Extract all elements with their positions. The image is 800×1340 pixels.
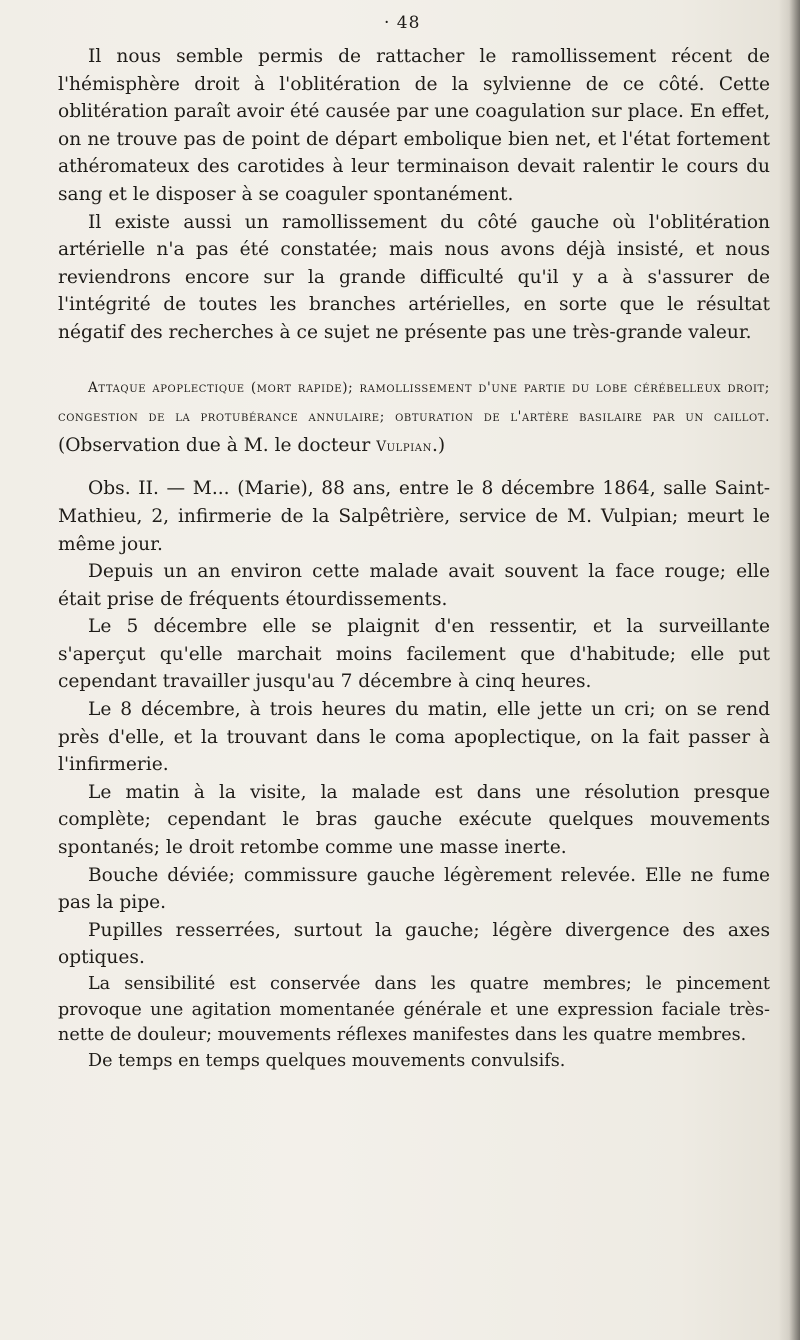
observation-paragraph: Obs. II. — M... (Marie), 88 ans, entre le 8 décembre 1864, salle Saint-Mathieu, 2, infirmerie de la Salpêtrière, service de M. Vulpian; meurt le même jour. <box>58 478 770 555</box>
observation-paragraph: Pupilles resserrées, surtout la gauche; légère divergence des axes optiques. <box>58 919 770 969</box>
observation-heading-close: .) <box>431 434 446 456</box>
observation-paragraph: De temps en temps quelques mouvements convulsifs. <box>88 1050 566 1071</box>
paragraph-1: Il nous semble permis de rattacher le ramollissement récent de l'hémisphère droit à l'oblitération de la sylvienne de ce côté. Cette oblitération paraît avoir été causée par une coagulation sur place. En effet, on ne trouve pas de point de départ embolique bien net, et l'état fortement athéromateux des carotides à leur terminaison devait ralentir le cours du sang et le disposer à se coaguler spontanément. <box>58 46 770 205</box>
observation-paragraph: Depuis un an environ cette malade avait souvent la face rouge; elle était prise de fréquents étourdissements. <box>58 561 770 610</box>
observation-heading-author: Vulpian <box>376 438 432 455</box>
paragraph-2: Il existe aussi un ramollissement du côté gauche où l'oblitération artérielle n'a pas été constatée; mais nous avons déjà insisté, et nous reviendrons encore sur la grande difficulté qu'il y a à s'assurer de l'intégrité de toutes les branches artérielles, en sorte que le résultat négatif des recherches à ce sujet ne présente pas une très-grande valeur. <box>58 211 770 343</box>
observation-heading <box>58 373 770 462</box>
observation-paragraph: Bouche déviée; commissure gauche légèrement relevée. Elle ne fume pas la pipe. <box>58 864 770 914</box>
observation-heading-credit: (Observation due à M. le docteur <box>58 434 377 456</box>
observation-paragraph: Le 8 décembre, à trois heures du matin, elle jette un cri; on se rend près d'elle, et la trouvant dans le coma apoplectique, on la fait passer à l'infirmerie. <box>58 699 770 776</box>
observation-paragraph: La sensibilité est conservée dans les quatre membres; le pincement provoque une agitation momentanée générale et une expression faciale très-nette de douleur; mouvements réflexes manifestes dans les quatre membres. <box>58 974 770 1046</box>
observation-paragraph: Le 5 décembre elle se plaignit d'en ressentir, et la surveillante s'aperçut qu'elle marchait moins facilement que d'habitude; elle put cependant travailler jusqu'au 7 décembre à cinq heures. <box>58 616 770 693</box>
page-edge-shadow <box>778 0 800 1340</box>
observation-body <box>58 475 770 1074</box>
observation-paragraph: Le matin à la visite, la malade est dans une résolution presque complète; cependant le bras gauche exécute quelques mouvements spontanés; le droit retombe comme une masse inerte. <box>58 781 770 859</box>
page-text <box>58 43 770 1074</box>
page-number: · 48 <box>384 13 421 33</box>
observation-heading-title: Attaque apoplectique (mort rapide); ramollissement d'une partie du lobe cérébelleux droit; congestion de la protubérance annulaire; obturation de l'artère basilaire par un caillot. <box>58 379 770 426</box>
